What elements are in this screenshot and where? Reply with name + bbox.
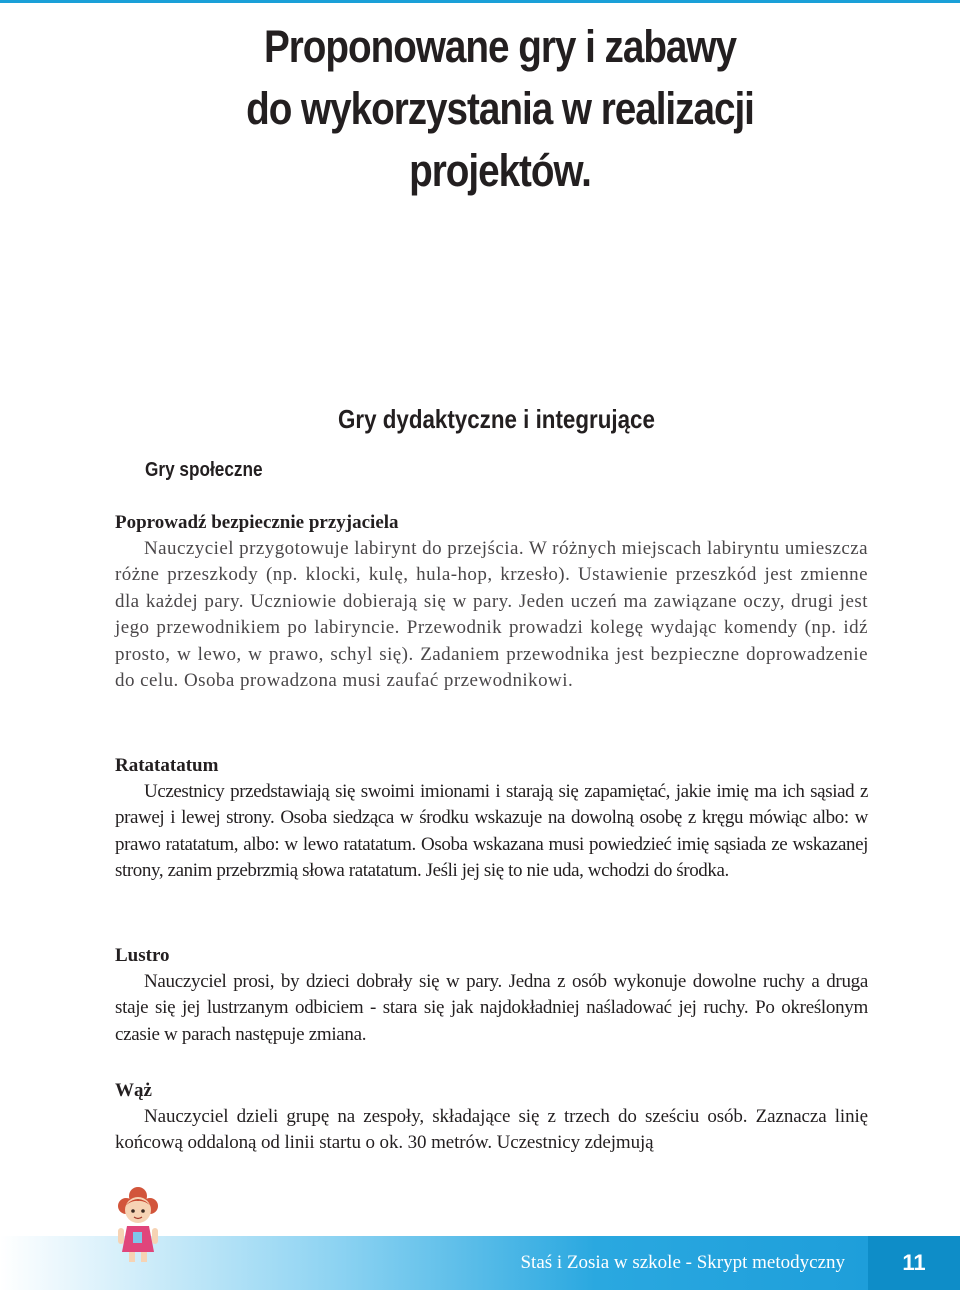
top-rule xyxy=(0,0,960,3)
game-entry xyxy=(115,510,868,694)
game-title: Poprowadź bezpiecznie przyjaciela xyxy=(115,512,399,533)
game-description: Nauczyciel prosi, by dzieci dobrały się w pary. Jedna z osób wykonuje dowolne ruchy a druga staje się jej lustrzanym odbiciem - stara się jak najdokładniej naśladować jej ruchy. Po określonym czasie w parach następuje zmiana. xyxy=(115,971,868,1045)
game-description: Nauczyciel dzieli grupę na zespoły, składające się z trzech do sześciu osób. Zaznacza linię końcową oddaloną od linii startu o ok. 30 metrów. Uczestnicy zdejmują xyxy=(115,1106,868,1154)
subsection-heading: Gry społeczne xyxy=(145,459,263,481)
game-entry xyxy=(115,1078,868,1157)
game-entry xyxy=(115,753,868,885)
page-number: 11 xyxy=(902,1250,926,1275)
game-title: Wąż xyxy=(115,1080,152,1101)
footer-book-title: Staś i Zosia w szkole - Skrypt metodyczny xyxy=(520,1252,845,1273)
page-title-line: do wykorzystania w realizacji xyxy=(246,83,754,134)
section-heading: Gry dydaktyczne i integrujące xyxy=(338,404,655,434)
page-title-line: Proponowane gry i zabawy xyxy=(263,21,736,72)
game-description: Uczestnicy przedstawiają się swoimi imionami i starają się zapamiętać, jakie imię ma ich sąsiad z prawej i lewej strony. Osoba siedząca w środku wskazuje na dowolną osobę z kręgu mówiąc albo: w prawo ratatatum, albo: w lewo ratatatum. Osoba wskazana musi powiedzieć imię sąsiada ze wskazanej strony, zanim przebrzmią słowa ratatatum. Jeśli jej się to nie uda, wchodzi do środka. xyxy=(115,781,868,882)
game-description: Nauczyciel przygotowuje labirynt do przejścia. W różnych miejscach labiryntu umieszcza różne przeszkody (np. klocki, kulę, hula-hop, krzesło). Ustawienie przeszkód jest zmienne dla każdej pary. Uczniowie dobierają się w pary. Jeden uczeń ma zawiązane oczy, drugi jest jego przewodnikiem po labiryncie. Przewodnik prowadzi kolegę wydając komendy (np. idź prosto, w lewo, w prawo, schyl się). Zadaniem przewodnika jest bezpieczne doprowadzenie do celu. Osoba prowadzona musi zaufać przewodnikowi. xyxy=(115,538,868,692)
page-title xyxy=(199,16,801,202)
game-title: Lustro xyxy=(115,945,170,966)
game-title: Ratatatatum xyxy=(115,755,219,776)
page-number-box xyxy=(868,1236,960,1290)
girl-mascot-illustration xyxy=(108,1186,168,1266)
game-entry xyxy=(115,943,868,1048)
page-title-line: projektów. xyxy=(409,145,591,196)
